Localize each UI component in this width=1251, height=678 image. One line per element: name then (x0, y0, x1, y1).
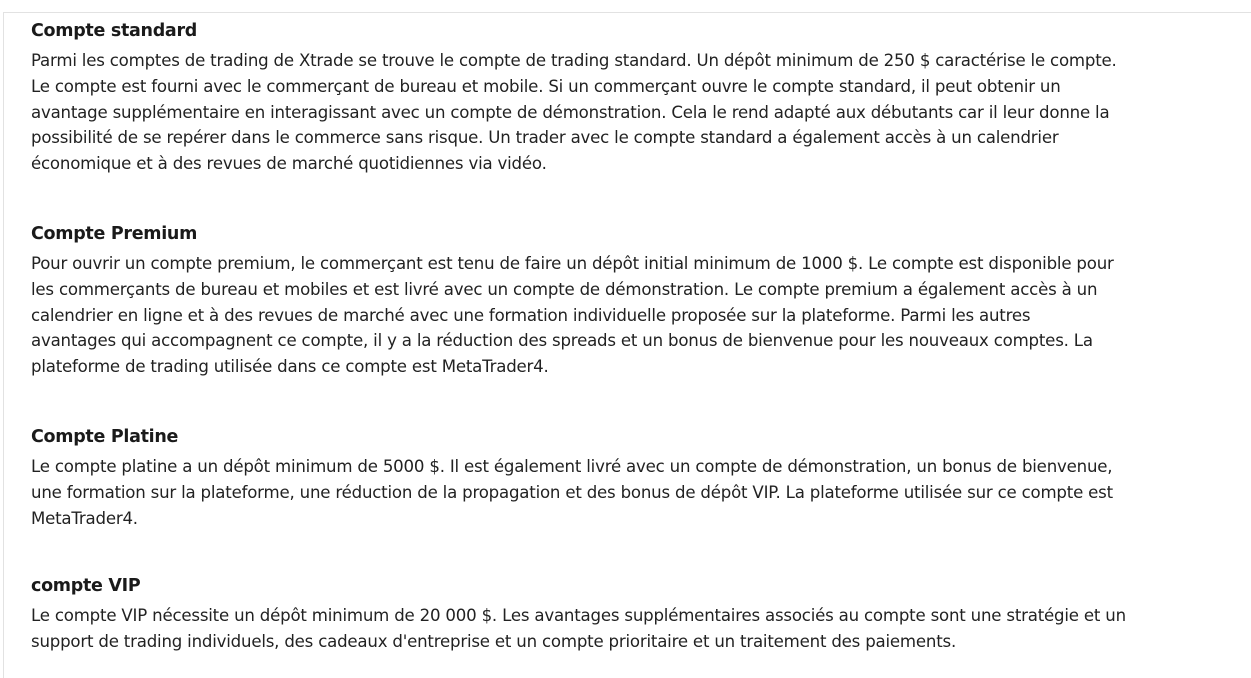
text-line: Le compte platine a un dépôt minimum de 5000 $. Il est également livré avec un compte de démonstration, un bonus de bienvenue, (31, 457, 1113, 476)
section-premium (31, 221, 1114, 380)
text-line: Le compte est fourni avec le commerçant de bureau et mobile. Si un commerçant ouvre le compte standard, il peut obtenir un (31, 76, 1061, 96)
text-line: avantages qui accompagnent ce compte, il y a la réduction des spreads et un bonus de bienvenue pour les nouveaux comptes. La (31, 331, 1093, 351)
text-line: calendrier en ligne et à des revues de marché avec une formation individuelle proposée sur la plateforme. Parmi les autres (31, 305, 1031, 325)
section-standard (31, 18, 1117, 177)
section-title: Compte Platine (31, 427, 179, 447)
section-vip (31, 573, 1126, 655)
section-text (31, 603, 1126, 655)
text-line: plateforme de trading utilisée dans ce compte est MetaTrader4. (31, 357, 549, 377)
section-title: Compte Premium (31, 224, 198, 244)
text-line: avantage supplémentaire en interagissant avec un compte de démonstration. Cela le rend adapté aux débutants car il leur donne la (31, 102, 1110, 122)
text-line: Le compte VIP nécessite un dépôt minimum de 20 000 $. Les avantages supplémentaires associés au compte sont une stratégie et un (31, 606, 1126, 625)
section-text (31, 48, 1117, 177)
text-line: une formation sur la plateforme, une réduction de la propagation et des bonus de dépôt VIP. La plateforme utilisée sur ce compte est (31, 482, 1113, 502)
section-platine (31, 424, 1113, 531)
text-line: possibilité de se repérer dans le commerce sans risque. Un trader avec le compte standard a également accès à un calendrier (31, 128, 1059, 148)
section-title: Compte standard (31, 21, 197, 41)
section-text (31, 454, 1113, 531)
section-text (31, 251, 1114, 380)
text-line: les commerçants de bureau et mobiles et est livré avec un compte de démonstration. Le compte premium a également accès à un (31, 279, 1098, 299)
section-title: compte VIP (31, 576, 141, 596)
text-line: Pour ouvrir un compte premium, le commerçant est tenu de faire un dépôt initial minimum de 1000 $. Le compte est disponible pour (31, 254, 1114, 273)
text-line: Parmi les comptes de trading de Xtrade se trouve le compte de trading standard. Un dépôt minimum de 250 $ caractérise le compte. (31, 51, 1117, 70)
text-line: MetaTrader4. (31, 508, 138, 528)
text-line: support de trading individuels, des cadeaux d'entreprise et un compte prioritaire et un traitement des paiements. (31, 631, 957, 651)
text-line: économique et à des revues de marché quotidiennes via vidéo. (31, 154, 547, 174)
